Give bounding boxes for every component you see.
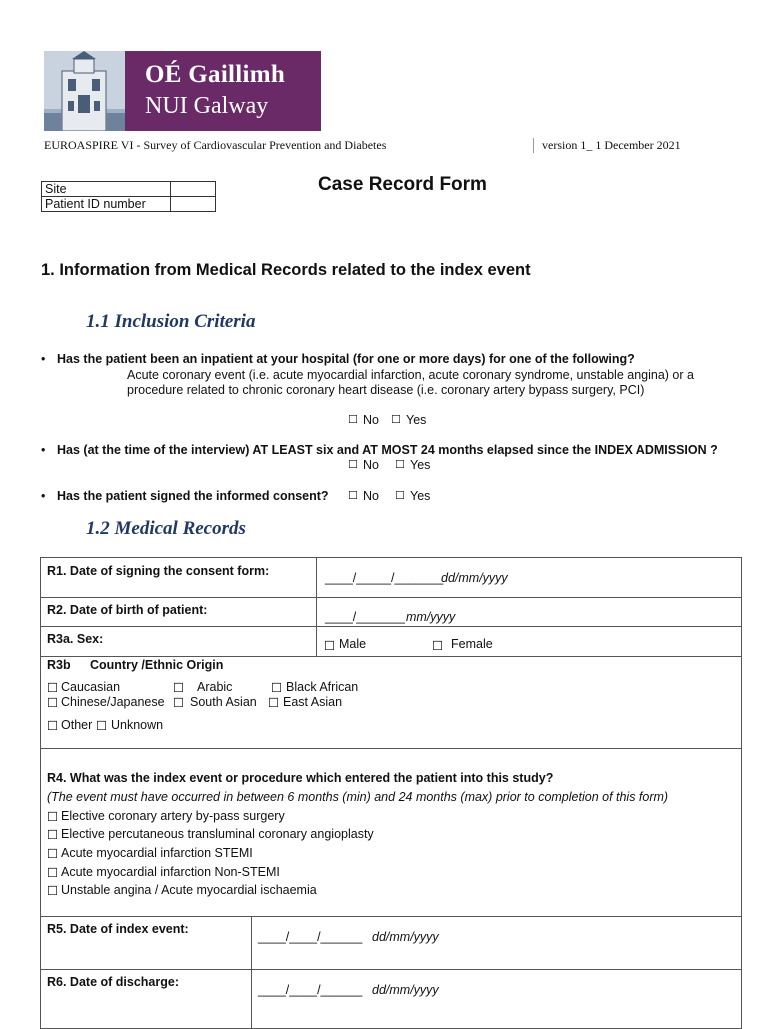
q2-yes-checkbox[interactable]: ☐ [395, 458, 405, 471]
r5-date-field[interactable]: ____/____/______ [258, 930, 363, 944]
bullet-icon: • [41, 352, 46, 366]
q1-yes-checkbox[interactable]: ☐ [391, 413, 401, 426]
university-logo-band [125, 51, 321, 131]
arabic-checkbox[interactable]: ☐ [173, 680, 185, 695]
q2-yes-label: Yes [410, 458, 431, 472]
r1-date-field[interactable]: ____/_____/_______ [325, 571, 444, 585]
r1-date-format: dd/mm/yyyy [441, 571, 508, 585]
r2-date-format: mm/yyyy [406, 610, 456, 624]
r1-label: R1. Date of signing the consent form: [47, 564, 270, 578]
r4-option-label: Elective coronary artery by-pass surgery [61, 809, 285, 823]
r4-option-checkbox[interactable]: ☐ [47, 846, 59, 861]
chinese-japanese-checkbox[interactable]: ☐ [47, 695, 59, 710]
black-african-checkbox[interactable]: ☐ [271, 680, 283, 695]
r2-label: R2. Date of birth of patient: [47, 603, 208, 617]
male-label: Male [339, 637, 367, 651]
r4-option-label: Unstable angina / Acute myocardial ischaemia [61, 883, 317, 897]
r4-option-label: Elective percutaneous transluminal coronary angioplasty [61, 827, 374, 841]
chinese-japanese-label: Chinese/Japanese [61, 695, 165, 709]
other-label: Other [61, 718, 93, 732]
bullet-icon: • [41, 443, 46, 457]
r3b-title: Country /Ethnic Origin [90, 658, 224, 672]
section-1-heading: 1. Information from Medical Records related to the index event [41, 261, 531, 279]
q2-no-label: No [363, 458, 379, 472]
medical-records-table [40, 557, 742, 1029]
section-1-2-heading: 1.2 Medical Records [86, 518, 246, 539]
r4-note: (The event must have occurred in between 6 months (min) and 24 months (max) prior to completion of this form) [47, 790, 669, 804]
east-asian-checkbox[interactable]: ☐ [268, 695, 280, 710]
patient-id-label: Patient ID number [42, 197, 171, 212]
r4-option-checkbox[interactable]: ☐ [47, 883, 59, 898]
r4-option-checkbox[interactable]: ☐ [47, 865, 59, 880]
inclusion-q1: Has the patient been an inpatient at your hospital (for one or more days) for one of the following? [57, 352, 635, 366]
inclusion-q3: Has the patient signed the informed consent? [57, 489, 329, 503]
caucasian-checkbox[interactable]: ☐ [47, 680, 59, 695]
r4-option-checkbox[interactable]: ☐ [47, 827, 59, 842]
r3b-label: R3b [47, 658, 71, 672]
r4-label: R4. What was the index event or procedure which entered the patient into this study? [47, 771, 554, 785]
q1-yes-label: Yes [406, 413, 427, 427]
r3a-label: R3a. Sex: [47, 632, 104, 646]
black-african-label: Black African [286, 680, 359, 694]
female-checkbox[interactable]: ☐ [432, 638, 444, 653]
r4-option-label: Acute myocardial infarction Non-STEMI [61, 865, 280, 879]
south-asian-label: South Asian [190, 695, 257, 709]
q3-yes-checkbox[interactable]: ☐ [395, 489, 405, 502]
q3-yes-label: Yes [410, 489, 431, 503]
logo-line-irish: OÉ Gaillimh [145, 61, 286, 88]
section-1-1-heading: 1.1 Inclusion Criteria [86, 311, 256, 332]
unknown-checkbox[interactable]: ☐ [96, 718, 108, 733]
site-label: Site [42, 182, 171, 197]
bullet-icon: • [41, 489, 46, 503]
inclusion-q2: Has (at the time of the interview) AT LEAST six and AT MOST 24 months elapsed since the INDEX ADMISSION ? [57, 443, 718, 457]
q2-no-checkbox[interactable]: ☐ [348, 458, 358, 471]
site-id-table [41, 181, 216, 212]
q1-no-label: No [363, 413, 379, 427]
study-title: EUROASPIRE VI - Survey of Cardiovascular Prevention and Diabetes [44, 138, 387, 152]
form-title: Case Record Form [318, 174, 487, 195]
male-checkbox[interactable]: ☐ [324, 638, 336, 653]
east-asian-label: East Asian [283, 695, 343, 709]
r6-label: R6. Date of discharge: [47, 975, 179, 989]
caucasian-label: Caucasian [61, 680, 121, 694]
r6-date-field[interactable]: ____/____/______ [258, 983, 363, 997]
inclusion-q1-detail-2: procedure related to chronic coronary heart disease (i.e. coronary artery bypass surgery, PCI) [127, 383, 645, 397]
logo-line-english: NUI Galway [145, 93, 269, 119]
university-logo-image [44, 51, 125, 131]
site-field[interactable] [171, 182, 216, 197]
r4-option-label: Acute myocardial infarction STEMI [61, 846, 253, 860]
female-label: Female [451, 637, 493, 651]
q3-no-checkbox[interactable]: ☐ [348, 489, 358, 502]
r6-date-format: dd/mm/yyyy [372, 983, 439, 997]
south-asian-checkbox[interactable]: ☐ [173, 695, 185, 710]
quadrangle-tower-icon [44, 51, 125, 131]
arabic-label: Arabic [197, 680, 233, 694]
r5-label: R5. Date of index event: [47, 922, 189, 936]
q3-no-label: No [363, 489, 379, 503]
inclusion-q1-detail-1: Acute coronary event (i.e. acute myocardial infarction, acute coronary syndrome, unstable angina) or a [127, 368, 694, 382]
other-checkbox[interactable]: ☐ [47, 718, 59, 733]
patient-id-field[interactable] [171, 197, 216, 212]
q1-no-checkbox[interactable]: ☐ [348, 413, 358, 426]
r5-date-format: dd/mm/yyyy [372, 930, 439, 944]
r4-option-checkbox[interactable]: ☐ [47, 809, 59, 824]
version-label: version 1_ 1 December 2021 [533, 138, 681, 153]
r2-date-field[interactable]: ____/_______ [325, 610, 405, 624]
unknown-label: Unknown [111, 718, 164, 732]
